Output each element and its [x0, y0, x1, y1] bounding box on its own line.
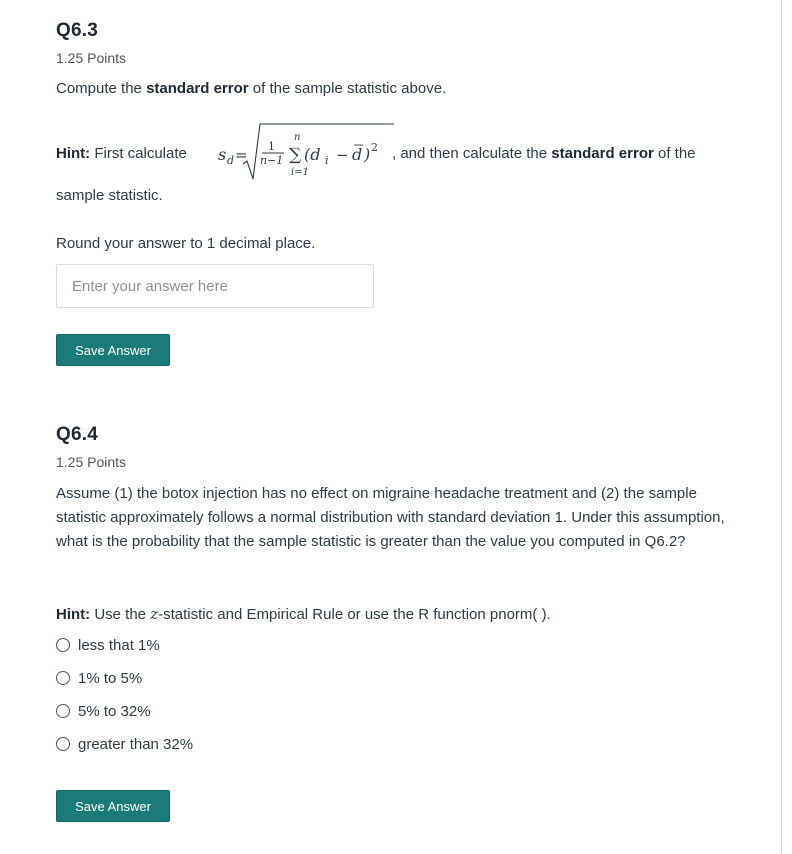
question-prompt: Assume (1) the botox injection has no effect on migraine headache treatment and (2) the sample statistic approximately follows a normal distribution with standard deviation 1. Under this assumption, what is the probability that the sample statistic is greater than the value you computed in Q6.2? [56, 485, 725, 550]
save-answer-button[interactable]: Save Answer [56, 334, 170, 366]
formula-minus: − [336, 146, 349, 164]
radio-button[interactable] [56, 671, 70, 685]
formula-numerator: 1 [268, 140, 275, 153]
sum-lower: i=1 [291, 167, 309, 178]
question-prompt: Compute the standard error of the sample statistic above. [56, 80, 447, 97]
radio-button[interactable] [56, 704, 70, 718]
round-instruction: Round your answer to 1 decimal place. [56, 235, 316, 252]
option-label: greater than 32% [78, 735, 194, 753]
radio-button[interactable] [56, 638, 70, 652]
question-6-3-header [56, 20, 756, 66]
hint-line-continued: , and then calculate the standard error of the [392, 145, 696, 162]
option-1-to-5[interactable] [56, 668, 142, 688]
sd-formula [218, 120, 398, 191]
formula-lhs: s [218, 145, 227, 164]
formula-equals: = [235, 146, 248, 164]
formula-dbar: d [352, 145, 363, 164]
formula-close: ) [364, 145, 371, 164]
formula-lhs-sub: d [227, 154, 235, 167]
right-border [781, 0, 782, 854]
question-title: Q6.3 [56, 20, 98, 41]
option-less-than-1[interactable] [56, 635, 160, 655]
sum-sign: ∑ [289, 145, 302, 165]
option-5-to-32[interactable] [56, 701, 151, 721]
formula-exponent: 2 [371, 141, 378, 154]
save-answer-button[interactable]: Save Answer [56, 790, 170, 822]
sum-upper: n [294, 132, 301, 143]
hint-line: Hint: First calculate [56, 145, 187, 162]
option-label: 5% to 32% [78, 702, 151, 720]
formula-svg [218, 120, 398, 186]
formula-body-sub: i [325, 154, 329, 167]
radio-button[interactable] [56, 737, 70, 751]
hint-tail: sample statistic. [56, 187, 163, 204]
question-6-4-header [56, 424, 756, 470]
option-label: less that 1% [78, 636, 160, 654]
formula-denominator: n−1 [260, 154, 284, 167]
question-points: 1.25 Points [56, 50, 127, 66]
option-label: 1% to 5% [78, 669, 143, 687]
question-title: Q6.4 [56, 424, 98, 445]
option-greater-than-32[interactable] [56, 734, 193, 754]
formula-body: (d [304, 145, 321, 164]
answer-input[interactable] [56, 264, 374, 308]
question-points: 1.25 Points [56, 454, 127, 470]
hint-line: Hint: Use the z-statistic and Empirical Rule or use the R function pnorm( ). [56, 605, 551, 623]
